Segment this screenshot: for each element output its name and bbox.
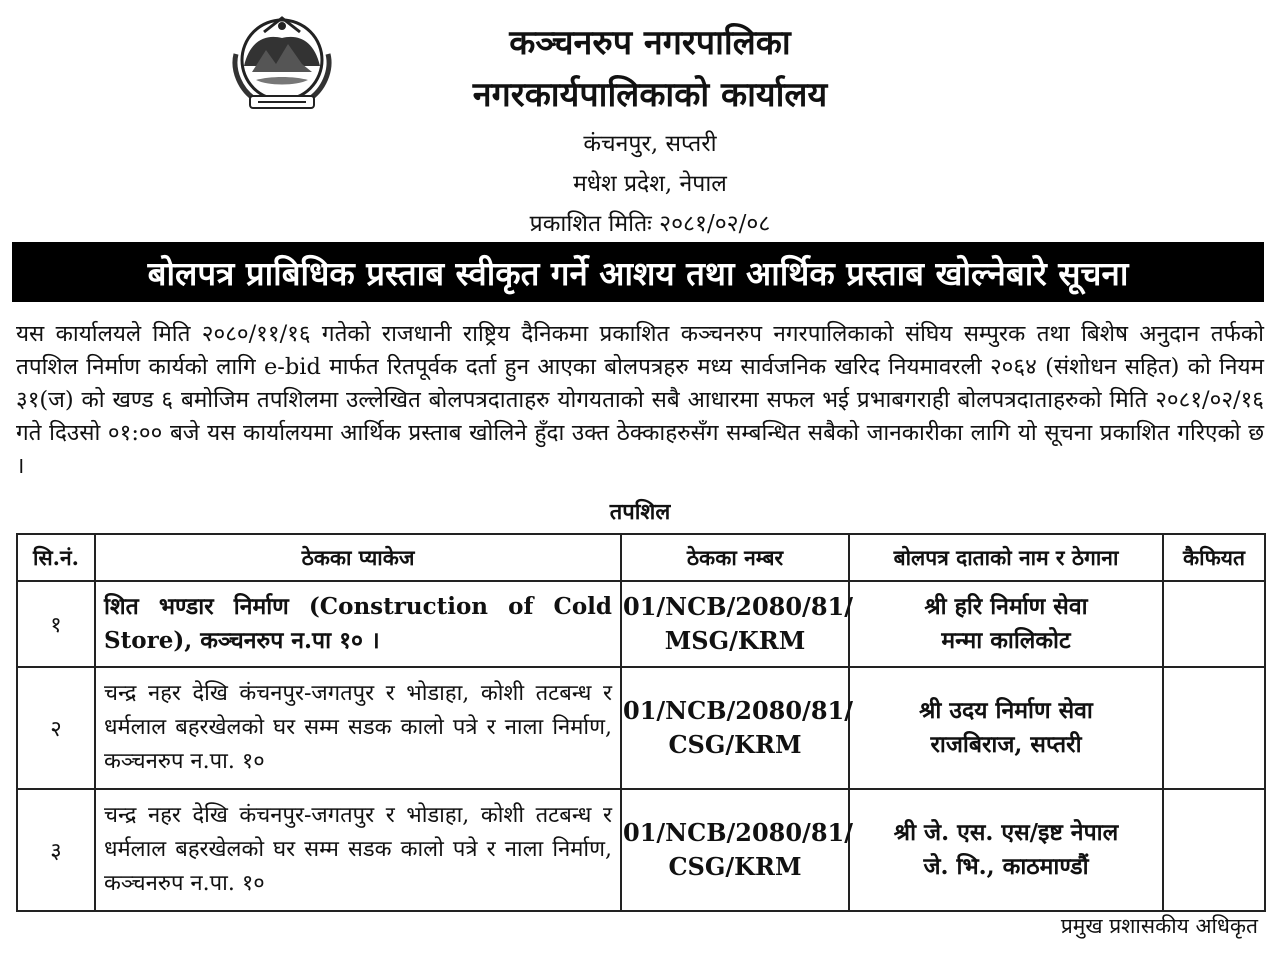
notice-body: यस कार्यालयले मिति २०८०/११/१६ गतेको राजधानी राष्ट्रिय दैनिकमा प्रकाशित कञ्चनरुप नगरपालिकाको संघिय सम्पुरक तथा बिशेष अनुदान तर्फको तपशिल निर्माण कार्यको लागि e-bid मार्फत रितपूर्वक दर्ता हुन आएका बोलपत्रहरु मध्य सार्वजनिक खरिद नियमावरली २०६४ (संशोधन सहित) को नियम ३१(ज) को खण्ड ६ बमोजिम तपशिलमा उल्लेखित बोलपत्रदाताहरु योगयताको सबै आधारमा सफल भई प्रभाबगराही बोलपत्रदाताहरुको मिति २०८१/०२/१६ गते दिउसो ०१:०० बजे यस कार्यालयमा आर्थिक प्रस्ताब खोलिने हुँदा उक्त ठेक्काहरुसँग सम्बन्धित सबैको जानकारीका लागि यो सूचना प्रकाशित गरिएको छ ।: [16, 321, 1264, 479]
bid-table: [16, 533, 1266, 912]
row-contract-no: [621, 667, 853, 789]
contract-no-line-1: 01/NCB/2080/81/: [623, 592, 853, 621]
nepal-government-emblem-icon: [226, 10, 338, 114]
table-row: [17, 667, 1265, 789]
row-sn: ३: [17, 789, 95, 911]
row-package: शित भण्डार निर्माण (Construction of Cold Store), कञ्चनरुप न.पा १० ।: [95, 581, 621, 667]
bidder-name: श्री उदय निर्माण सेवा: [919, 697, 1093, 724]
row-sn: २: [17, 667, 95, 789]
notice-title-banner: [12, 242, 1264, 302]
schedule-label: तपशिल: [609, 499, 671, 525]
row-remarks: [1163, 581, 1265, 667]
bidder-address: मन्मा कालिकोट: [941, 627, 1071, 654]
signatory: प्रमुख प्रशासकीय अधिकृत: [1060, 914, 1258, 938]
row-remarks: [1163, 789, 1265, 911]
published-date: प्रकाशित मितिः २०८१/०२/०८: [529, 211, 771, 237]
table-header-row: [17, 534, 1265, 581]
row-package: चन्द्र नहर देखि कंचनपुर-जगतपुर र भोडाहा, कोशी तटबन्ध र धर्मलाल बहरखेलको घर सम्म सडक कालो पत्रे र नाला निर्माण, कञ्चनरुप न.पा. १०: [95, 667, 621, 789]
notice-title: बोलपत्र प्राबिधिक प्रस्ताब स्वीकृत गर्ने आशय तथा आर्थिक प्रस्ताब खोल्नेबारे सूचना: [147, 253, 1129, 293]
header-remarks: कैफियत: [1163, 534, 1265, 581]
bidder-address: राजबिराज, सप्तरी: [930, 731, 1082, 758]
bidder-name: श्री जे. एस. एस/इष्ट नेपाल: [893, 819, 1119, 846]
contract-no-line-1: 01/NCB/2080/81/: [623, 696, 853, 725]
row-sn: १: [17, 581, 95, 667]
header-package: ठेकका प्याकेज: [95, 534, 621, 581]
bidder-address: जे. भि., काठमाण्डौं: [923, 853, 1089, 880]
row-bidder: [849, 667, 1163, 789]
row-bidder: [849, 581, 1163, 667]
row-bidder: [849, 789, 1163, 911]
bidder-name: श्री हरि निर्माण सेवा: [924, 593, 1088, 620]
office-subtitle: नगरकार्यपालिकाको कार्यालय: [472, 75, 828, 115]
address-line-1: कंचनपुर, सप्तरी: [583, 131, 717, 157]
office-name: कञ्चनरुप नगरपालिका: [509, 23, 791, 63]
table-row: [17, 789, 1265, 911]
header-contract-no: ठेकका नम्बर: [621, 534, 849, 581]
row-remarks: [1163, 667, 1265, 789]
row-contract-no: [621, 581, 853, 667]
contract-no-line-2: MSG/KRM: [664, 626, 806, 655]
contract-no-line-1: 01/NCB/2080/81/: [623, 818, 853, 847]
contract-no-line-2: CSG/KRM: [668, 852, 802, 881]
header-sn: सि.नं.: [17, 534, 95, 581]
contract-no-line-2: CSG/KRM: [668, 730, 802, 759]
address-line-2: मधेश प्रदेश, नेपाल: [573, 171, 727, 197]
row-package: चन्द्र नहर देखि कंचनपुर-जगतपुर र भोडाहा, कोशी तटबन्ध र धर्मलाल बहरखेलको घर सम्म सडक कालो पत्रे र नाला निर्माण, कञ्चनरुप न.पा. १०: [95, 789, 621, 911]
table-row: [17, 581, 1265, 667]
header-bidder: बोलपत्र दाताको नाम र ठेगाना: [849, 534, 1163, 581]
row-contract-no: [621, 789, 853, 911]
